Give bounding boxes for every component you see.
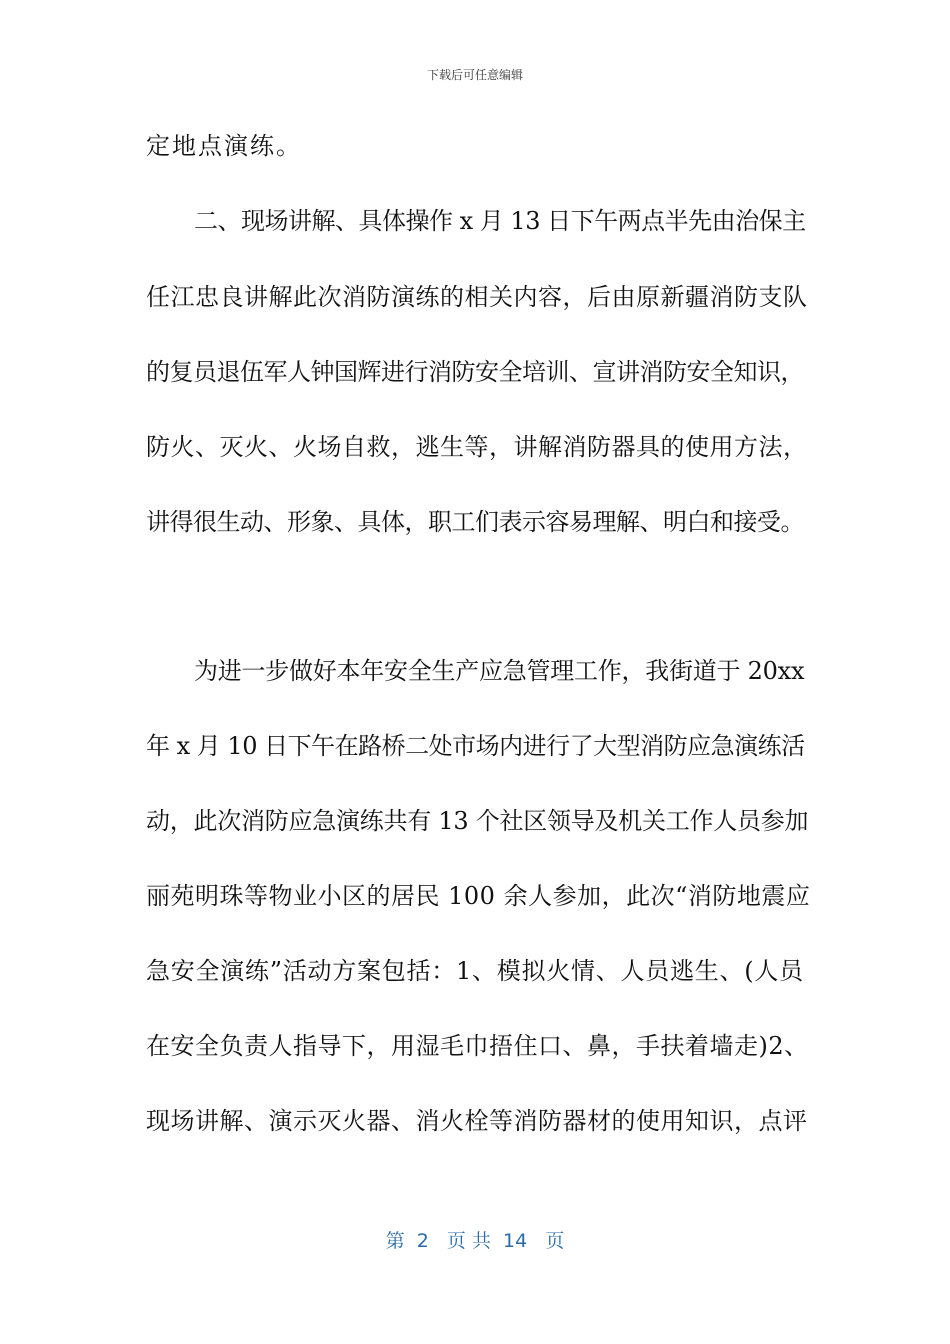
paragraph-3-line-3: 动，此次消防应急演练共有 13 个社区领导及机关工作人员参加 <box>146 807 809 835</box>
paragraph-2-line-4: 防火、灭火、火场自救，逃生等，讲解消防器具的使用方法， <box>146 433 808 461</box>
header-note: 下载后可任意编辑 <box>426 68 523 82</box>
paragraph-3-line-5: 急安全演练”活动方案包括：1、模拟火情、人员逃生、(人员 <box>146 957 804 985</box>
paragraph-1-line-1: 定地点演练。 <box>146 132 302 160</box>
paragraph-3-line-1: 为进一步做好本年安全生产应急管理工作，我街道于 20xx <box>194 657 805 685</box>
paragraph-2-line-2: 任江忠良讲解此次消防演练的相关内容，后由原新疆消防支队 <box>146 283 808 311</box>
paragraph-3-line-4: 丽苑明珠等物业小区的居民 100 余人参加，此次“消防地震应 <box>146 882 811 910</box>
paragraph-2-line-5: 讲得很生动、形象、具体，职工们表示容易理解、明白和接受。 <box>146 508 804 536</box>
paragraph-2-line-1: 二、现场讲解、具体操作 x 月 13 日下午两点半先由治保主 <box>194 207 806 235</box>
page-number-footer: 第 2 页 共 14 页 <box>385 1230 565 1252</box>
paragraph-3-line-7: 现场讲解、演示灭火器、消火栓等消防器材的使用知识，点评 <box>146 1107 808 1135</box>
paragraph-2-line-3: 的复员退伍军人钟国辉进行消防安全培训、宣讲消防安全知识， <box>146 358 804 386</box>
paragraph-3-line-2: 年 x 月 10 日下午在路桥二处市场内进行了大型消防应急演练活 <box>146 732 805 760</box>
paragraph-3-line-6: 在安全负责人指导下，用湿毛巾捂住口、鼻，手扶着墙走)2、 <box>146 1032 809 1060</box>
